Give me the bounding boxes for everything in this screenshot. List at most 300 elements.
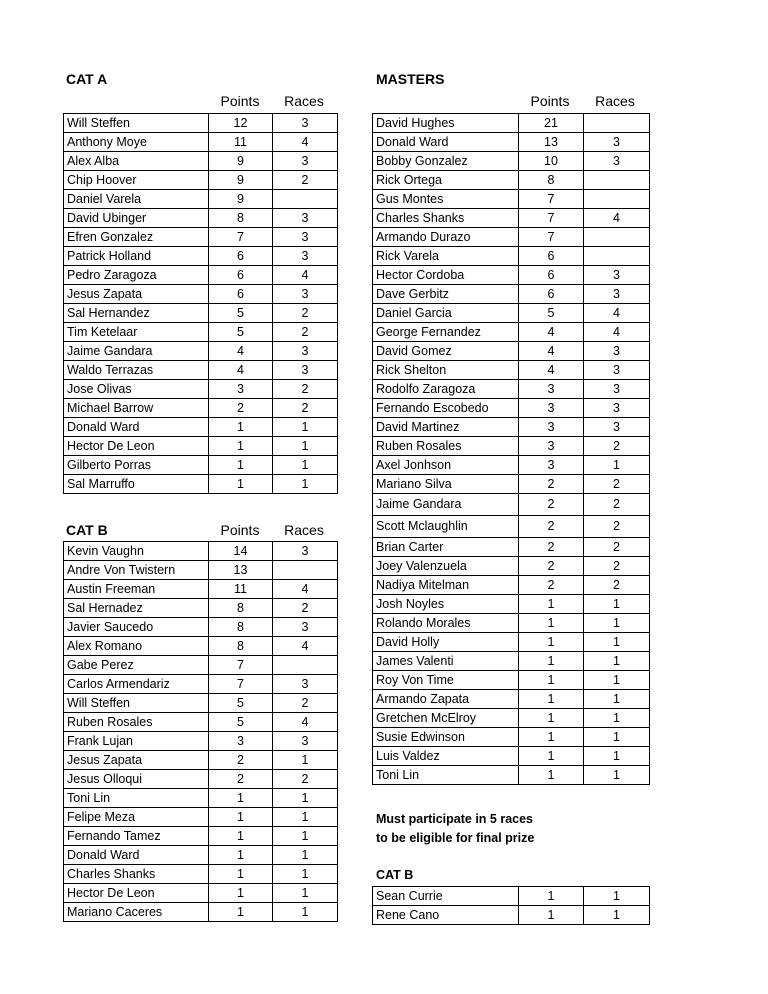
rider-name-cell: David Gomez <box>373 342 519 361</box>
table-row <box>373 671 650 690</box>
masters-table <box>372 113 650 785</box>
rider-name-cell: Roy Von Time <box>373 671 519 690</box>
table-row <box>64 209 338 228</box>
rider-name-cell: Nadiya Mitelman <box>373 576 519 595</box>
points-cell: 1 <box>519 887 584 906</box>
table-row <box>64 418 338 437</box>
points-cell: 7 <box>209 656 273 675</box>
rider-name-cell: Hector De Leon <box>64 884 209 903</box>
table-row <box>373 285 650 304</box>
races-cell: 4 <box>584 209 650 228</box>
table-row <box>373 323 650 342</box>
races-cell: 4 <box>273 637 338 656</box>
table-row <box>373 887 650 906</box>
table-row <box>64 542 338 561</box>
races-cell: 3 <box>273 114 338 133</box>
rider-name-cell: Rolando Morales <box>373 614 519 633</box>
rider-name-cell: David Hughes <box>373 114 519 133</box>
points-cell: 4 <box>519 323 584 342</box>
races-cell: 3 <box>273 228 338 247</box>
rider-name-cell: Waldo Terrazas <box>64 361 209 380</box>
points-cell: 6 <box>209 247 273 266</box>
table-row <box>64 751 338 770</box>
races-cell: 3 <box>584 285 650 304</box>
cat-a-points-header: Points <box>220 93 260 109</box>
rider-name-cell: Pedro Zaragoza <box>64 266 209 285</box>
points-cell: 1 <box>519 614 584 633</box>
points-cell: 1 <box>209 418 273 437</box>
table-row <box>64 190 338 209</box>
table-row <box>64 732 338 751</box>
rider-name-cell: Efren Gonzalez <box>64 228 209 247</box>
points-cell: 5 <box>209 323 273 342</box>
table-row <box>373 538 650 557</box>
rider-name-cell: Chip Hoover <box>64 171 209 190</box>
points-cell: 3 <box>519 399 584 418</box>
points-cell: 2 <box>209 770 273 789</box>
races-cell <box>584 114 650 133</box>
races-cell: 1 <box>584 690 650 709</box>
table-row <box>64 152 338 171</box>
points-cell: 3 <box>519 437 584 456</box>
races-cell: 4 <box>273 133 338 152</box>
rider-name-cell: Fernando Tamez <box>64 827 209 846</box>
points-cell: 8 <box>209 599 273 618</box>
points-cell: 4 <box>519 342 584 361</box>
races-cell: 1 <box>273 437 338 456</box>
races-cell: 3 <box>273 361 338 380</box>
points-cell: 1 <box>519 728 584 747</box>
cat-b-extra-title: CAT B <box>376 868 414 882</box>
rider-name-cell: Alex Alba <box>64 152 209 171</box>
rider-name-cell: Sal Hernandez <box>64 304 209 323</box>
rider-name-cell: Scott Mclaughlin <box>373 516 519 538</box>
races-cell: 3 <box>273 247 338 266</box>
points-cell: 6 <box>519 247 584 266</box>
cat-a-title: CAT A <box>66 71 108 87</box>
table-row <box>373 152 650 171</box>
table-row <box>64 770 338 789</box>
races-cell: 3 <box>273 342 338 361</box>
races-cell <box>584 228 650 247</box>
points-cell: 1 <box>209 475 273 494</box>
points-cell: 6 <box>209 266 273 285</box>
races-cell: 3 <box>584 361 650 380</box>
points-cell: 10 <box>519 152 584 171</box>
rider-name-cell: Sal Marruffo <box>64 475 209 494</box>
rider-name-cell: Donald Ward <box>64 846 209 865</box>
races-cell: 3 <box>273 209 338 228</box>
table-row <box>64 618 338 637</box>
table-row <box>373 266 650 285</box>
rider-name-cell: Michael Barrow <box>64 399 209 418</box>
table-row <box>64 247 338 266</box>
races-cell: 1 <box>584 614 650 633</box>
rider-name-cell: Rick Varela <box>373 247 519 266</box>
table-row <box>373 380 650 399</box>
eligibility-note <box>376 810 534 848</box>
rider-name-cell: Jesus Zapata <box>64 751 209 770</box>
points-cell: 14 <box>209 542 273 561</box>
points-cell: 5 <box>209 304 273 323</box>
races-cell: 1 <box>273 808 338 827</box>
points-cell: 2 <box>209 399 273 418</box>
table-row <box>373 209 650 228</box>
races-cell: 1 <box>273 456 338 475</box>
rider-name-cell: Armando Durazo <box>373 228 519 247</box>
races-cell: 1 <box>273 865 338 884</box>
rider-name-cell: Carlos Armendariz <box>64 675 209 694</box>
races-cell: 4 <box>584 323 650 342</box>
table-row <box>373 456 650 475</box>
points-cell: 4 <box>209 342 273 361</box>
cat-a-races-header: Races <box>284 93 324 109</box>
points-cell: 3 <box>209 380 273 399</box>
rider-name-cell: Gretchen McElroy <box>373 709 519 728</box>
table-row <box>64 304 338 323</box>
rider-name-cell: David Holly <box>373 633 519 652</box>
races-cell: 3 <box>273 675 338 694</box>
rider-name-cell: Jose Olivas <box>64 380 209 399</box>
table-row <box>373 766 650 785</box>
rider-name-cell: Toni Lin <box>64 789 209 808</box>
rider-name-cell: Luis Valdez <box>373 747 519 766</box>
table-row <box>373 728 650 747</box>
table-row <box>64 884 338 903</box>
rider-name-cell: Sean Currie <box>373 887 519 906</box>
rider-name-cell: David Ubinger <box>64 209 209 228</box>
table-row <box>373 114 650 133</box>
points-cell: 11 <box>209 133 273 152</box>
table-row <box>64 580 338 599</box>
eligibility-note-line-1: Must participate in 5 races <box>376 812 534 826</box>
races-cell: 1 <box>273 827 338 846</box>
races-cell: 2 <box>584 516 650 538</box>
rider-name-cell: Will Steffen <box>64 694 209 713</box>
rider-name-cell: Sal Hernadez <box>64 599 209 618</box>
races-cell: 2 <box>584 557 650 576</box>
races-cell: 3 <box>273 542 338 561</box>
rider-name-cell: Jaime Gandara <box>64 342 209 361</box>
rider-name-cell: Kevin Vaughn <box>64 542 209 561</box>
points-cell: 4 <box>519 361 584 380</box>
races-cell: 1 <box>273 903 338 922</box>
races-cell: 3 <box>584 399 650 418</box>
rider-name-cell: Alex Romano <box>64 637 209 656</box>
points-cell: 2 <box>209 751 273 770</box>
races-cell: 1 <box>273 418 338 437</box>
table-row <box>373 247 650 266</box>
rider-name-cell: Hector De Leon <box>64 437 209 456</box>
table-row <box>373 709 650 728</box>
table-row <box>64 694 338 713</box>
races-cell <box>584 247 650 266</box>
races-cell <box>273 656 338 675</box>
races-cell: 1 <box>584 728 650 747</box>
rider-name-cell: Anthony Moye <box>64 133 209 152</box>
table-row <box>64 827 338 846</box>
cat-b-table <box>63 541 338 922</box>
table-row <box>64 399 338 418</box>
races-cell: 4 <box>273 580 338 599</box>
points-cell: 7 <box>209 675 273 694</box>
table-row <box>64 656 338 675</box>
points-cell: 1 <box>519 766 584 785</box>
races-cell: 1 <box>584 633 650 652</box>
points-cell: 5 <box>209 713 273 732</box>
points-cell: 3 <box>519 380 584 399</box>
rider-name-cell: Javier Saucedo <box>64 618 209 637</box>
points-cell: 8 <box>209 618 273 637</box>
rider-name-cell: Felipe Meza <box>64 808 209 827</box>
table-row <box>373 171 650 190</box>
masters-title: MASTERS <box>376 71 445 87</box>
points-cell: 1 <box>209 789 273 808</box>
rider-name-cell: Jaime Gandara <box>373 494 519 516</box>
races-cell: 2 <box>273 380 338 399</box>
races-cell: 4 <box>273 266 338 285</box>
points-cell: 5 <box>519 304 584 323</box>
races-cell: 1 <box>584 747 650 766</box>
rider-name-cell: Jesus Zapata <box>64 285 209 304</box>
rider-name-cell: Dave Gerbitz <box>373 285 519 304</box>
rider-name-cell: Tim Ketelaar <box>64 323 209 342</box>
rider-name-cell: Gus Montes <box>373 190 519 209</box>
points-cell: 4 <box>209 361 273 380</box>
points-cell: 2 <box>519 475 584 494</box>
points-cell: 5 <box>209 694 273 713</box>
table-row <box>373 633 650 652</box>
rider-name-cell: Charles Shanks <box>64 865 209 884</box>
table-row <box>373 494 650 516</box>
races-cell: 3 <box>273 618 338 637</box>
rider-name-cell: Armando Zapata <box>373 690 519 709</box>
rider-name-cell: Bobby Gonzalez <box>373 152 519 171</box>
table-row <box>64 475 338 494</box>
table-row <box>64 637 338 656</box>
points-cell: 6 <box>209 285 273 304</box>
points-cell: 9 <box>209 152 273 171</box>
races-cell <box>584 190 650 209</box>
table-row <box>64 437 338 456</box>
table-row <box>64 675 338 694</box>
rider-name-cell: George Fernandez <box>373 323 519 342</box>
rider-name-cell: Susie Edwinson <box>373 728 519 747</box>
races-cell: 4 <box>584 304 650 323</box>
rider-name-cell: Frank Lujan <box>64 732 209 751</box>
points-cell: 1 <box>209 884 273 903</box>
points-cell: 6 <box>519 285 584 304</box>
eligibility-note-line-2: to be eligible for final prize <box>376 831 535 845</box>
table-row <box>373 418 650 437</box>
table-row <box>64 808 338 827</box>
races-cell: 1 <box>273 884 338 903</box>
points-cell: 1 <box>209 456 273 475</box>
table-row <box>64 133 338 152</box>
points-cell: 1 <box>209 865 273 884</box>
table-row <box>64 903 338 922</box>
rider-name-cell: Charles Shanks <box>373 209 519 228</box>
races-cell: 2 <box>273 304 338 323</box>
table-row <box>64 342 338 361</box>
cat-b-extra-table <box>372 886 650 925</box>
points-cell: 3 <box>519 418 584 437</box>
cat-b-races-header: Races <box>284 522 324 538</box>
races-cell: 3 <box>273 732 338 751</box>
points-cell: 7 <box>209 228 273 247</box>
rider-name-cell: David Martinez <box>373 418 519 437</box>
races-cell: 1 <box>273 789 338 808</box>
table-row <box>373 516 650 538</box>
rider-name-cell: Daniel Varela <box>64 190 209 209</box>
rider-name-cell: Will Steffen <box>64 114 209 133</box>
points-cell: 2 <box>519 538 584 557</box>
table-row <box>373 557 650 576</box>
races-cell: 3 <box>584 418 650 437</box>
table-row <box>373 304 650 323</box>
races-cell <box>273 190 338 209</box>
table-row <box>373 399 650 418</box>
cat-a-table <box>63 113 338 494</box>
races-cell: 1 <box>273 751 338 770</box>
table-row <box>373 342 650 361</box>
table-row <box>64 171 338 190</box>
cat-b-points-header: Points <box>220 522 260 538</box>
points-cell: 12 <box>209 114 273 133</box>
races-cell: 2 <box>273 694 338 713</box>
races-cell: 3 <box>584 152 650 171</box>
points-cell: 1 <box>519 652 584 671</box>
points-cell: 1 <box>519 747 584 766</box>
table-row <box>373 906 650 925</box>
races-cell: 2 <box>584 576 650 595</box>
points-cell: 1 <box>209 903 273 922</box>
points-cell: 6 <box>519 266 584 285</box>
races-cell: 1 <box>584 671 650 690</box>
rider-name-cell: Hector Cordoba <box>373 266 519 285</box>
races-cell: 1 <box>584 906 650 925</box>
races-cell: 3 <box>584 133 650 152</box>
rider-name-cell: Mariano Silva <box>373 475 519 494</box>
table-row <box>373 437 650 456</box>
races-cell: 2 <box>273 171 338 190</box>
rider-name-cell: Andre Von Twistern <box>64 561 209 580</box>
points-cell: 21 <box>519 114 584 133</box>
rider-name-cell: Rodolfo Zaragoza <box>373 380 519 399</box>
table-row <box>64 846 338 865</box>
races-cell: 4 <box>273 713 338 732</box>
races-cell <box>584 171 650 190</box>
points-cell: 1 <box>209 808 273 827</box>
table-row <box>373 361 650 380</box>
points-cell: 1 <box>519 709 584 728</box>
table-row <box>64 380 338 399</box>
races-cell: 1 <box>273 846 338 865</box>
points-cell: 1 <box>209 846 273 865</box>
races-cell: 1 <box>584 887 650 906</box>
points-cell: 7 <box>519 228 584 247</box>
table-row <box>64 561 338 580</box>
rider-name-cell: Gilberto Porras <box>64 456 209 475</box>
table-row <box>373 475 650 494</box>
table-row <box>373 747 650 766</box>
races-cell: 1 <box>584 456 650 475</box>
table-row <box>373 133 650 152</box>
races-cell: 2 <box>584 437 650 456</box>
rider-name-cell: Donald Ward <box>373 133 519 152</box>
points-cell: 1 <box>519 690 584 709</box>
table-row <box>373 652 650 671</box>
table-row <box>64 285 338 304</box>
masters-races-header: Races <box>595 93 635 109</box>
points-cell: 2 <box>519 516 584 538</box>
rider-name-cell: Brian Carter <box>373 538 519 557</box>
races-cell: 3 <box>273 285 338 304</box>
points-cell: 1 <box>519 671 584 690</box>
table-row <box>373 576 650 595</box>
rider-name-cell: Rene Cano <box>373 906 519 925</box>
table-row <box>64 599 338 618</box>
races-cell: 3 <box>584 266 650 285</box>
rider-name-cell: Ruben Rosales <box>64 713 209 732</box>
table-row <box>64 789 338 808</box>
rider-name-cell: Mariano Caceres <box>64 903 209 922</box>
points-cell: 7 <box>519 209 584 228</box>
table-row <box>64 266 338 285</box>
rider-name-cell: Joey Valenzuela <box>373 557 519 576</box>
points-cell: 9 <box>209 171 273 190</box>
rider-name-cell: Rick Shelton <box>373 361 519 380</box>
rider-name-cell: Daniel Garcia <box>373 304 519 323</box>
races-cell: 1 <box>584 652 650 671</box>
rider-name-cell: Axel Jonhson <box>373 456 519 475</box>
points-cell: 7 <box>519 190 584 209</box>
rider-name-cell: James Valenti <box>373 652 519 671</box>
points-cell: 1 <box>519 633 584 652</box>
points-cell: 9 <box>209 190 273 209</box>
table-row <box>373 595 650 614</box>
table-row <box>64 713 338 732</box>
table-row <box>64 323 338 342</box>
points-cell: 1 <box>209 437 273 456</box>
rider-name-cell: Patrick Holland <box>64 247 209 266</box>
points-cell: 1 <box>519 906 584 925</box>
rider-name-cell: Donald Ward <box>64 418 209 437</box>
cat-b-title: CAT B <box>66 522 108 538</box>
table-row <box>64 456 338 475</box>
rider-name-cell: Fernando Escobedo <box>373 399 519 418</box>
races-cell: 1 <box>273 475 338 494</box>
points-cell: 2 <box>519 494 584 516</box>
points-cell: 13 <box>209 561 273 580</box>
table-row <box>64 228 338 247</box>
races-cell: 2 <box>584 538 650 557</box>
races-cell: 2 <box>273 323 338 342</box>
races-cell: 2 <box>273 599 338 618</box>
table-row <box>373 690 650 709</box>
races-cell: 1 <box>584 709 650 728</box>
points-cell: 3 <box>209 732 273 751</box>
races-cell: 3 <box>273 152 338 171</box>
masters-points-header: Points <box>530 93 570 109</box>
points-cell: 3 <box>519 456 584 475</box>
points-cell: 1 <box>209 827 273 846</box>
table-row <box>64 865 338 884</box>
table-row <box>373 190 650 209</box>
races-cell <box>273 561 338 580</box>
races-cell: 1 <box>584 766 650 785</box>
points-cell: 8 <box>519 171 584 190</box>
